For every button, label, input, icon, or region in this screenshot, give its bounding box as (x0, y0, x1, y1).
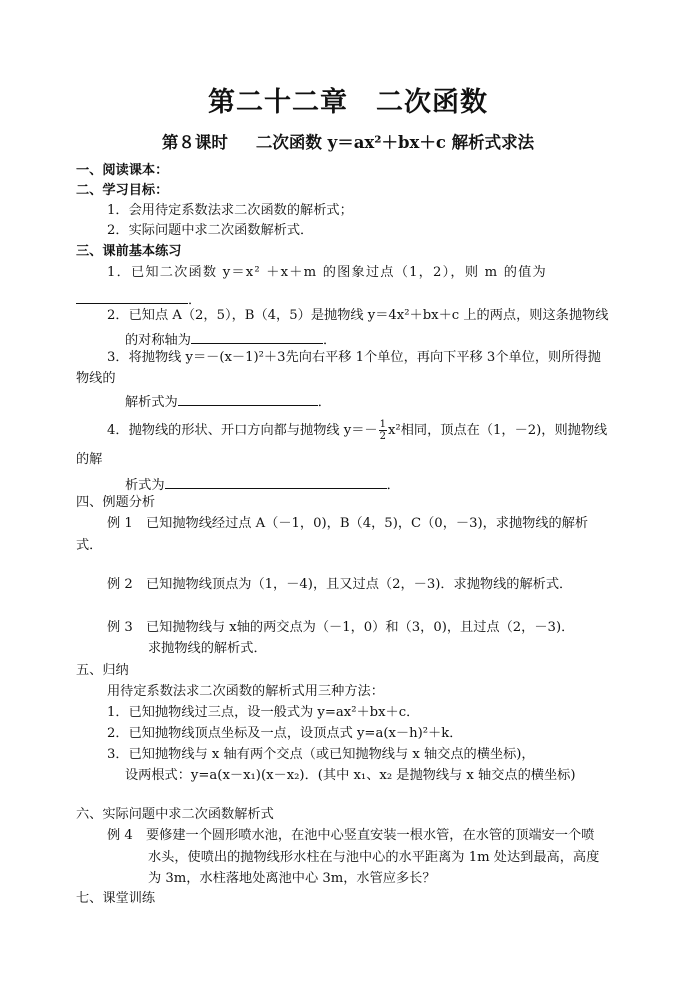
question-4-prompt: 析式为 (125, 478, 165, 493)
summary-2: 2．已知抛物线顶点坐标及一点，设顶点式 y=a(x－h)²＋k． (107, 726, 463, 741)
fraction-one-half (379, 419, 387, 442)
example-3-text-cont: 求抛物线的解析式． (148, 641, 267, 656)
example-4-text-cont-1: 水头，使喷出的抛物线形水柱在与池中心的水平距离为 1m 处达到最高，高度 (148, 850, 600, 865)
example-3-text: 例 3 已知抛物线与 x轴的两交点为（－1，0）和（3，0)，且过点（2，－3)． (107, 620, 575, 635)
section-6-heading: 六、实际问题中求二次函数解析式 (76, 807, 274, 822)
section-2-heading: 二、学习目标： (76, 183, 169, 198)
summary-4: 设两根式：y=a(x－x₁)(x－x₂)．(其中 x₁、x₂ 是抛物线与 x 轴交点的横坐标) (125, 768, 576, 783)
fraction-denominator: 2 (379, 431, 386, 442)
question-2-prompt: 的对称轴为 (125, 333, 191, 348)
summary-intro: 用待定系数法求二次函数的解析式用三种方法： (107, 684, 384, 699)
question-4-text-b: x²相同，顶点在（1，－2)，则抛物线 (387, 423, 608, 438)
example-4-text: 例 4 要修建一个圆形喷水池，在池中心竖直安装一根水管，在水管的顶端安一个喷 (107, 828, 595, 843)
example-4-text-cont-2: 为 3m，水柱落地处离池中心 3m，水管应多长？ (148, 871, 436, 886)
lesson-subtitle: 第８课时 二次函数 y＝ax²＋bx＋c 解析式求法 (161, 133, 535, 152)
example-1-text: 例 1 已知抛物线经过点 A（－1，0)，B（4，5)，C（0，－3)，求抛物线的解析 (107, 516, 589, 531)
question-4-text (107, 419, 607, 442)
chapter-title: 第二十二章 二次函数 (208, 87, 488, 118)
question-3-text: 3．将抛物线 y＝－(x－1)²＋3先向右平移 1个单位，再向下平移 3个单位，则所得抛 (107, 350, 601, 365)
goal-1: 1．会用待定系数法求二次函数的解析式； (107, 203, 353, 218)
period: ． (188, 293, 202, 308)
section-4-heading: 四、例题分析 (76, 495, 156, 510)
question-4-text-a: 4．抛物线的形状、开口方向都与抛物线 y＝－ (107, 423, 378, 438)
question-2-answer-line (125, 329, 336, 350)
period: ． (386, 478, 400, 493)
question-3-text-cont: 物线的 (76, 371, 116, 386)
answer-blank[interactable] (191, 329, 323, 344)
section-7-heading: 七、课堂训练 (76, 891, 156, 906)
question-1-text: 1．已知二次函数 y＝x² ＋x＋m 的图象过点（1，2），则 m 的值为 (107, 265, 547, 280)
question-3-answer-line (125, 391, 331, 412)
example-2-text: 例 2 已知抛物线顶点为（1，－4)，且又过点（2，－3)．求抛物线的解析式． (107, 577, 573, 592)
period: ． (317, 395, 331, 410)
section-5-heading: 五、归纳 (76, 663, 129, 678)
question-3-prompt: 解析式为 (125, 395, 178, 410)
answer-blank[interactable] (165, 474, 387, 489)
question-4-text-cont: 的解 (76, 452, 103, 467)
section-1-heading: 一、阅读课本： (76, 163, 169, 178)
section-3-heading: 三、课前基本练习 (76, 244, 182, 259)
example-1-text-cont: 式． (76, 538, 103, 553)
period: ． (322, 333, 337, 348)
question-4-answer-line (125, 474, 400, 495)
summary-3: 3．已知抛物线与 x 轴有两个交点（或已知抛物线与 x 轴交点的横坐标)， (107, 747, 535, 762)
goal-2: 2．实际问题中求二次函数解析式． (107, 223, 314, 238)
answer-blank[interactable] (76, 289, 188, 304)
answer-blank[interactable] (178, 391, 318, 406)
summary-1: 1．已知抛物线过三点，设一般式为 y=ax²＋bx＋c． (107, 705, 420, 720)
fraction-numerator: 1 (379, 419, 386, 430)
question-2-text: 2．已知点 A（2，5），B（4，5）是抛物线 y＝4x²＋bx＋c 上的两点，则这条抛物线 (107, 308, 609, 323)
